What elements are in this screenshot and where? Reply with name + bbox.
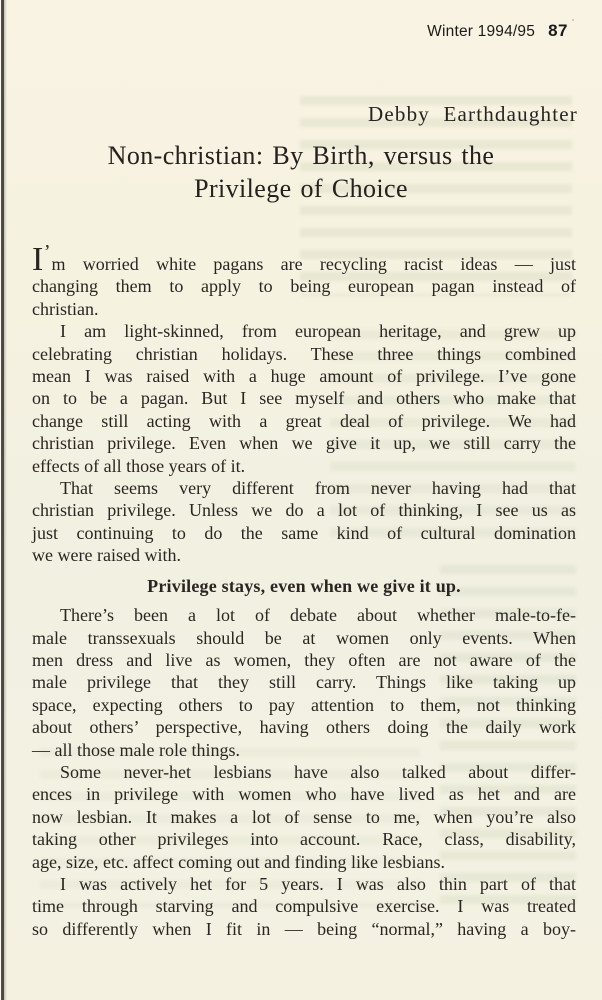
paragraph-line: I am light-skinned, from european heritage, and grew up — [60, 321, 576, 342]
paragraph — [32, 320, 576, 477]
page-number: 87 — [548, 21, 568, 40]
paragraph-line: on to be a pagan. But I see myself and others who make that — [32, 388, 576, 409]
article-body — [32, 241, 576, 940]
paragraph-line: we were raised with. — [32, 545, 181, 566]
paragraph-line: mean I was raised with a huge amount of privilege. I’ve gone — [32, 366, 576, 387]
paragraph-line: Some never-het lesbians have also talked about differ- — [60, 761, 576, 782]
paragraph — [32, 241, 576, 320]
paragraph-line: christian. — [32, 298, 99, 319]
issue-label: Winter 1994/95 — [427, 23, 536, 40]
paragraph-line: men dress and live as women, they often are not aware of the — [32, 649, 576, 670]
paragraph-line: changing them to apply to being european pagan instead of — [32, 276, 576, 297]
section-subhead: Privilege stays, even when we give it up. — [147, 575, 461, 596]
paragraph-line: about others’ perspective, having others doing the daily work — [32, 717, 576, 738]
paragraph-line: ences in privilege with women who have lived as het and are — [32, 784, 576, 805]
paragraph-line: That seems very different from never having had that — [60, 478, 576, 499]
paragraph — [32, 873, 576, 940]
paragraph-line: age, size, etc. affect coming out and finding like lesbians. — [32, 851, 446, 872]
paragraph-line: I was actively het for 5 years. I was also thin part of that — [60, 873, 576, 894]
initial-apostrophe: ’ — [43, 241, 51, 263]
paragraph-line: I’m worried white pagans are recycling racist ideas — just — [32, 241, 576, 278]
paragraph-line: space, expecting others to pay attention to them, not thinking — [32, 694, 576, 715]
paragraph-line: effects of all those years of it. — [32, 455, 246, 476]
scan-edge-shadow — [0, 0, 7, 1000]
paragraph-line: time through starving and compulsive exercise. I was treated — [32, 896, 576, 917]
paragraph-line: male transsexuals should be at women only events. When — [32, 627, 576, 648]
paragraph-line: male privilege that they still carry. Things like taking up — [32, 672, 576, 693]
paragraph-line: now lesbian. It makes a lot of sense to me, when you’re also — [32, 806, 576, 827]
author-byline: Debby Earthdaughter — [368, 102, 578, 126]
paragraph — [32, 604, 576, 761]
raised-initial-cap: I — [32, 241, 44, 278]
paragraph — [32, 477, 576, 567]
paragraph-line: just continuing to do the same kind of cultural domination — [32, 522, 576, 543]
paragraph-line: change still acting with a great deal of privilege. We had — [32, 410, 576, 431]
paragraph-line: There’s been a lot of debate about whether male-to-fe- — [60, 605, 576, 626]
paragraph-line: christian privilege. Unless we do a lot of thinking, I see us as — [32, 500, 576, 521]
paragraph-line: so differently when I fit in — being “normal,” having a boy- — [32, 918, 576, 939]
paragraph-line: celebrating christian holidays. These three things combined — [32, 343, 576, 364]
paragraph-line: — all those male role things. — [32, 739, 240, 760]
paragraph — [32, 761, 576, 873]
paragraph-line: taking other privileges into account. Race, class, disability, — [32, 829, 576, 850]
running-header — [0, 21, 568, 41]
paragraph-line: christian privilege. Even when we give it up, we still carry the — [32, 433, 576, 454]
article-title-line2: Privilege of Choice — [194, 173, 408, 203]
article-title — [10, 140, 592, 205]
article-title-line1: Non-christian: By Birth, versus the — [107, 141, 495, 170]
scan-speck — [572, 19, 574, 21]
